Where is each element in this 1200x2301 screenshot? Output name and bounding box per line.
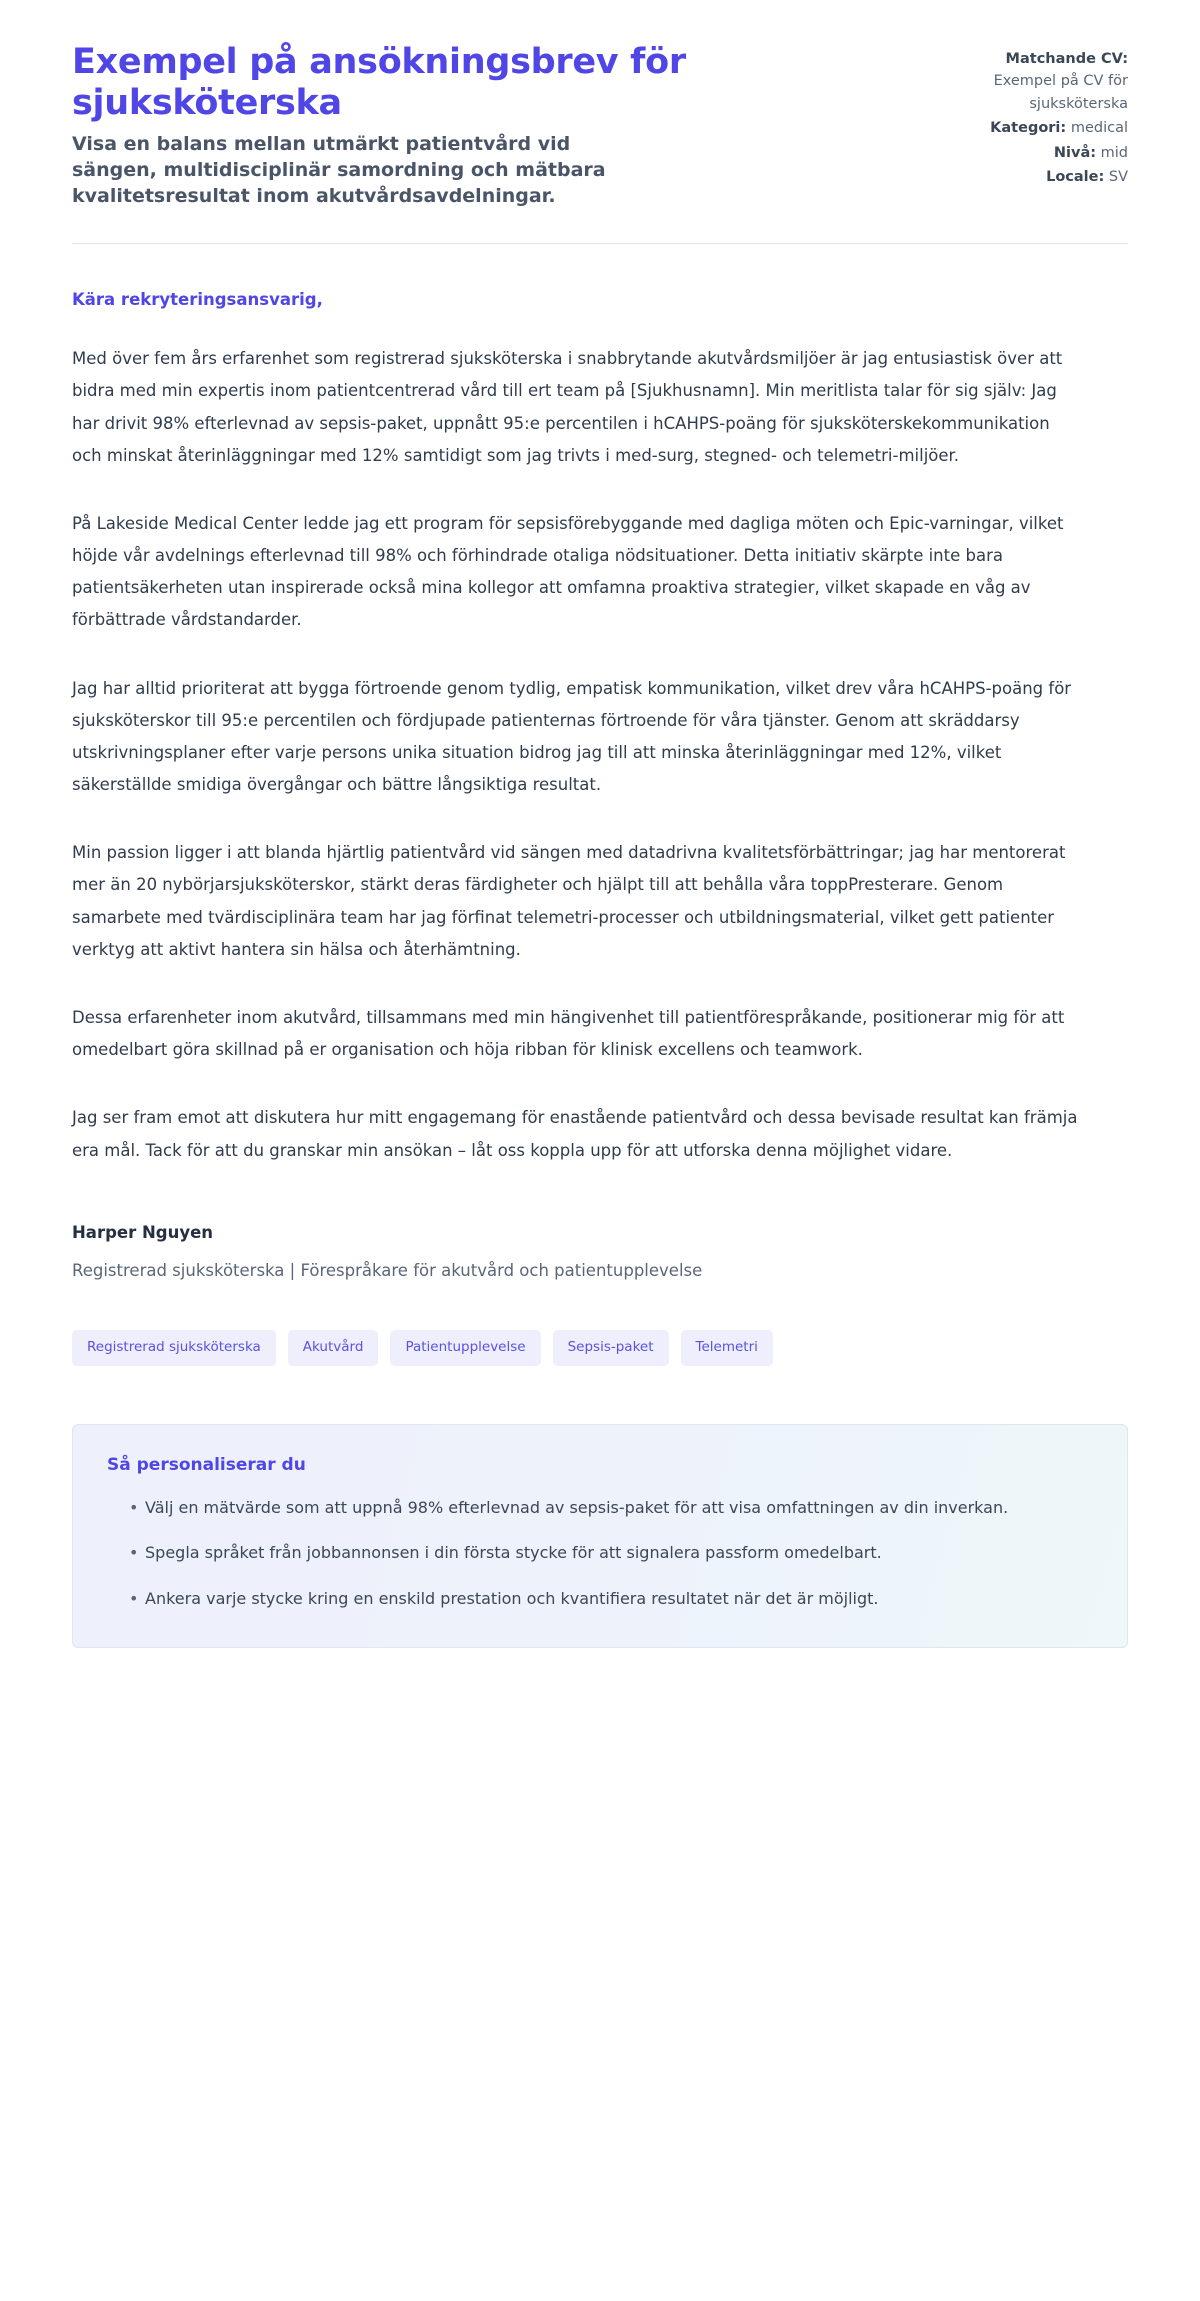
tag-chip[interactable]: Sepsis-paket: [553, 1330, 669, 1366]
callout-list: [107, 1493, 1093, 1614]
list-item: • Ankera varje stycke kring en enskild prestation och kvantifiera resultatet när det är möjligt.: [129, 1584, 1029, 1614]
meta-category-label: Kategori:: [990, 120, 1067, 137]
meta-locale-value: SV: [1108, 169, 1128, 186]
meta-matching-cv-value: Exempel på CV för sjuksköterska: [993, 73, 1128, 112]
signature-block: [72, 1223, 1128, 1284]
page-title: Exempel på ansökningsbrev för sjuksköterska: [72, 42, 686, 124]
header-divider: [72, 243, 1128, 244]
tag-chip[interactable]: Patientupplevelse: [390, 1330, 540, 1366]
meta-locale-label: Locale:: [1046, 169, 1105, 186]
list-item: • Spegla språket från jobbannonsen i din första stycke för att signalera passform omedelbart.: [129, 1538, 1029, 1568]
tag-chip[interactable]: Registrerad sjuksköterska: [72, 1330, 276, 1366]
meta-matching-cv: [913, 48, 1128, 115]
tag-chip[interactable]: Telemetri: [681, 1330, 773, 1366]
letter-paragraph: Min passion ligger i att blanda hjärtlig patientvård vid sängen med datadrivna kvalitetsförbättringar; jag har mentorerat mer än 20 nybörjarsjuksköterskor, stärkt deras färdigheter och hjälpt till att behålla våra toppPresterare. Genom samarbete med tvärdisciplinära team har jag förfinat telemetri-processer och utbildningsmaterial, vilket gett patienter verktyg att aktivt hantera sin hälsa och återhämtning.: [72, 843, 1066, 959]
metadata-panel: [913, 42, 1128, 191]
meta-matching-cv-label: Matchande CV:: [1005, 51, 1128, 67]
tag-list: [72, 1330, 1128, 1366]
page-subtitle: Visa en balans mellan utmärkt patientvård vid sängen, multidisciplinär samordning och mätbara kvalitetsresultat inom akutvårdsavdelningar.: [72, 132, 606, 208]
meta-locale: [913, 166, 1128, 188]
letter-salutation: Kära rekryteringsansvarig,: [72, 290, 323, 310]
letter-paragraph: Jag har alltid prioriterat att bygga förtroende genom tydlig, empatisk kommunikation, vilket drev våra hCAHPS-poäng för sjuksköterskor till 95:e percentilen och fördjupade patienternas förtroende för våra tjänster. Genom att skräddarsy utskrivningsplaner efter varje persons unika situation bidrog jag till att minska återinläggningar med 12%, vilket säkerställde smidiga övergångar och bättre långsiktiga resultat.: [72, 678, 1072, 795]
meta-level-label: Nivå:: [1053, 144, 1097, 161]
letter-body: [72, 343, 1128, 1166]
letter-paragraph: Med över fem års erfarenhet som registrerad sjuksköterska i snabbrytande akutvårdsmiljöer är jag entusiastisk över att bidra med min expertis inom patientcentrerad vård till ert team på [Sjukhusnamn]. Min meritlista talar för sig själv: Jag har drivit 98% efterlevnad av sepsis-paket, uppnått 95:e percentilen i hCAHPS-poäng för sjuksköterskekommunikation och minskat återinläggningar med 12% samtidigt som jag trivts i med-surg, stegned- och telemetri-miljöer.: [72, 349, 1063, 465]
letter-paragraph: Jag ser fram emot att diskutera hur mitt engagemang för enastående patientvård och dessa bevisade resultat kan främja era mål. Tack för att du granskar min ansökan – låt oss koppla upp för att utforska denna möjlighet vidare.: [72, 1108, 1078, 1160]
letter-paragraph: Dessa erfarenheter inom akutvård, tillsammans med min hängivenhet till patientförespråkande, positionerar mig för att omedelbart göra skillnad på er organisation och höja ribban för klinisk excellens och teamwork.: [72, 1008, 1065, 1060]
meta-category: [913, 117, 1128, 139]
tag-chip[interactable]: Akutvård: [288, 1330, 379, 1366]
signature-name: Harper Nguyen: [72, 1222, 214, 1242]
header-left: [72, 42, 772, 209]
meta-level: [913, 142, 1128, 164]
meta-category-value: medical: [1070, 120, 1128, 137]
meta-level-value: mid: [1100, 144, 1128, 161]
callout-title: Så personaliserar du: [107, 1454, 306, 1475]
letter-paragraph: På Lakeside Medical Center ledde jag ett program för sepsisförebyggande med dagliga möten och Epic-varningar, vilket höjde vår avdelnings efterlevnad till 98% och förhindrade otaliga nödsituationer. Detta initiativ skärpte inte bara patientsäkerheten utan inspirerade också mina kollegor att omfamna proaktiva strategier, vilket skapade en våg av förbättrade vårdstandarder.: [72, 513, 1064, 630]
list-item: • Välj en mätvärde som att uppnå 98% efterlevnad av sepsis-paket för att visa omfattningen av din inverkan.: [129, 1493, 1029, 1523]
signature-role: Registrerad sjuksköterska | Förespråkare för akutvård och patientupplevelse: [72, 1260, 703, 1280]
personalization-callout: [72, 1424, 1128, 1649]
document-header: [72, 42, 1128, 243]
